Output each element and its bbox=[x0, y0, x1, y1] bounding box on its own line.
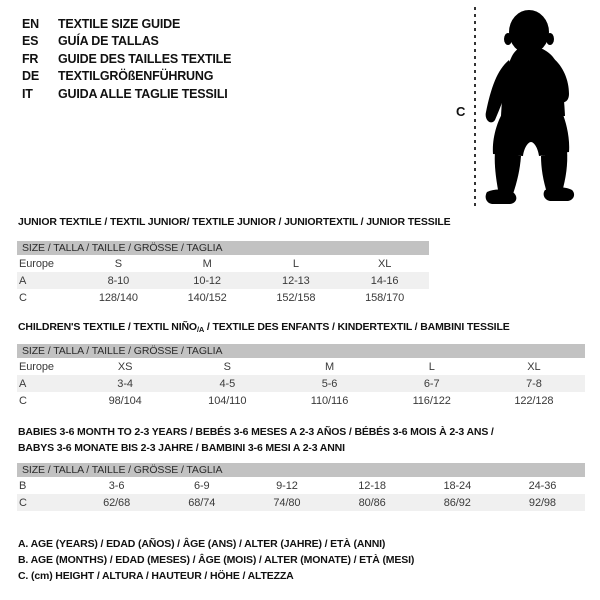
legend-notes bbox=[18, 537, 414, 584]
height-cell: 98/104 bbox=[108, 394, 142, 407]
size-cell: XS bbox=[117, 360, 133, 373]
language-row-it bbox=[22, 85, 231, 103]
children-title-text: CHILDREN'S TEXTILE / TEXTIL NIÑO bbox=[18, 321, 197, 333]
children-section-title bbox=[18, 320, 510, 338]
height-cell: 140/152 bbox=[187, 291, 227, 304]
age-cell: 12-13 bbox=[282, 274, 310, 287]
table-row-europe bbox=[17, 255, 429, 272]
language-code: ES bbox=[22, 34, 39, 49]
children-title-text: / TEXTILE DES ENFANTS / KINDERTEXTIL / BAMBINI TESSILE bbox=[204, 321, 510, 333]
row-label: Europe bbox=[19, 257, 54, 270]
table-row-age bbox=[17, 375, 585, 392]
size-cell: XL bbox=[527, 360, 541, 373]
size-header-bar: SIZE / TALLA / TAILLE / GRÖSSE / TAGLIA bbox=[17, 463, 585, 477]
language-row-fr bbox=[22, 50, 231, 68]
size-cell: L bbox=[428, 360, 435, 373]
note-age-years: A. AGE (YEARS) / EDAD (AÑOS) / ÂGE (ANS) / ALTER (JAHRE) / ETÀ (ANNI) bbox=[18, 538, 386, 550]
size-cell: S bbox=[114, 257, 122, 270]
language-row-de bbox=[22, 68, 231, 86]
language-row-en bbox=[22, 15, 231, 33]
toddler-silhouette-image bbox=[479, 8, 587, 208]
babies-title-line2: BABYS 3-6 MONATE BIS 2-3 JAHRE / BAMBINI 3-6 MESI A 2-3 ANNI bbox=[18, 441, 345, 454]
height-cell: 128/140 bbox=[98, 291, 138, 304]
size-cell: M bbox=[202, 257, 212, 270]
babies-size-table bbox=[17, 463, 585, 511]
children-title-subscript: /A bbox=[196, 325, 205, 334]
row-label: C bbox=[19, 291, 27, 304]
table-row-age bbox=[17, 272, 429, 289]
height-cell: 104/110 bbox=[208, 394, 247, 407]
junior-size-table bbox=[17, 241, 429, 306]
note-height-cm: C. (cm) HEIGHT / ALTURA / HAUTEUR / HÖHE / ALTEZZA bbox=[18, 569, 294, 582]
age-cell: 3-6 bbox=[108, 479, 125, 492]
age-cell: 14-16 bbox=[370, 274, 399, 287]
language-row-es bbox=[22, 33, 231, 51]
row-label: B bbox=[19, 479, 27, 492]
age-cell: 5-6 bbox=[321, 377, 338, 390]
age-cell: 12-18 bbox=[358, 479, 386, 492]
size-cell: L bbox=[292, 257, 299, 270]
age-cell: 18-24 bbox=[443, 479, 472, 492]
height-cell: 122/128 bbox=[514, 394, 554, 407]
size-cell: XL bbox=[377, 257, 392, 270]
age-cell: 4-5 bbox=[219, 377, 236, 390]
language-label: TEXTILE SIZE GUIDE bbox=[58, 16, 181, 31]
table-row-europe bbox=[17, 358, 585, 375]
junior-section-title: JUNIOR TEXTILE / TEXTIL JUNIOR/ TEXTILE JUNIOR / JUNIORTEXTIL / JUNIOR TESSILE bbox=[18, 216, 451, 228]
language-code: EN bbox=[22, 16, 39, 31]
language-label: TEXTILGRÖßENFÜHRUNG bbox=[58, 69, 214, 84]
language-label: GUIDE DES TAILLES TEXTILE bbox=[58, 51, 232, 66]
age-cell: 7-8 bbox=[526, 377, 542, 390]
age-cell: 10-12 bbox=[193, 274, 221, 287]
table-row-height bbox=[17, 392, 585, 409]
height-cell: 86/92 bbox=[443, 496, 471, 509]
babies-title-line1: BABIES 3-6 MONTH TO 2-3 YEARS / BEBÉS 3-6 MESES A 2-3 AÑOS / BÉBÉS 3-6 MOIS À 2-3 ANS / bbox=[18, 426, 494, 438]
height-cell: 68/74 bbox=[188, 496, 216, 509]
height-cell: 152/158 bbox=[276, 291, 316, 304]
children-size-table bbox=[17, 344, 585, 409]
babies-section-title bbox=[18, 425, 494, 456]
age-cell: 6-9 bbox=[193, 479, 210, 492]
table-row-height bbox=[17, 494, 585, 511]
language-code: DE bbox=[22, 69, 39, 84]
height-cell: 92/98 bbox=[528, 496, 556, 509]
row-label: C bbox=[19, 496, 27, 509]
note-age-months: B. AGE (MONTHS) / EDAD (MESES) / ÂGE (MOIS) / ALTER (MONATE) / ETÀ (MESI) bbox=[18, 553, 415, 566]
height-cell: 110/116 bbox=[310, 394, 349, 407]
height-measure-dashed-line bbox=[474, 7, 476, 208]
size-header-bar: SIZE / TALLA / TAILLE / GRÖSSE / TAGLIA bbox=[17, 241, 429, 255]
size-cell: S bbox=[223, 360, 231, 373]
height-cell: 74/80 bbox=[273, 496, 301, 509]
age-cell: 24-36 bbox=[528, 479, 557, 492]
height-cell: 80/86 bbox=[358, 496, 386, 509]
size-cell: M bbox=[324, 360, 335, 373]
table-row-height bbox=[17, 289, 429, 306]
size-header-bar: SIZE / TALLA / TAILLE / GRÖSSE / TAGLIA bbox=[17, 344, 585, 358]
table-row-age-months bbox=[17, 477, 585, 494]
language-label: GUIDA ALLE TAGLIE TESSILI bbox=[58, 86, 228, 101]
age-cell: 9-12 bbox=[276, 479, 298, 492]
height-cell: 116/122 bbox=[412, 394, 451, 407]
height-measure-label: C bbox=[456, 104, 466, 119]
language-code: IT bbox=[22, 86, 33, 101]
age-cell: 3-4 bbox=[117, 377, 133, 390]
row-label: A bbox=[19, 274, 27, 287]
age-cell: 8-10 bbox=[107, 274, 130, 287]
row-label: C bbox=[19, 394, 27, 407]
height-cell: 62/68 bbox=[103, 496, 131, 509]
language-code: FR bbox=[22, 51, 39, 66]
language-list bbox=[22, 15, 231, 103]
language-label: GUÍA DE TALLAS bbox=[58, 34, 159, 49]
age-cell: 6-7 bbox=[423, 377, 440, 390]
row-label: Europe bbox=[19, 360, 54, 373]
row-label: A bbox=[19, 377, 27, 390]
height-cell: 158/170 bbox=[365, 291, 405, 304]
